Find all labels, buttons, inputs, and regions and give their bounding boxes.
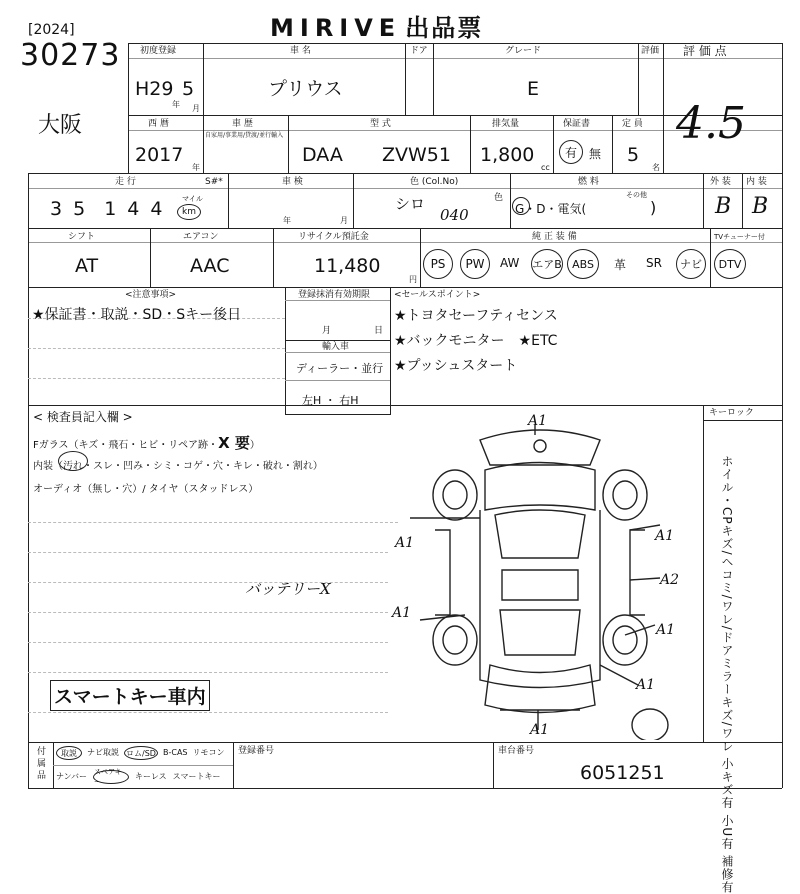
label-fuel-other: その他 [626,191,647,199]
label-car-name: 車 名 [290,46,311,56]
damage-mark: A2 [660,572,680,588]
lot-number: 30273 [20,38,121,73]
fuel-gasoline-mark [512,197,530,215]
mileage-unit-km: km [177,204,201,220]
label-tv-tuner: TVチューナー付 [714,233,765,241]
warranty-yes: 有 [559,140,583,164]
year-tag: [2024] [28,22,75,38]
reg-month-unit: 月 [192,104,200,113]
equip-airbag: エアB [531,249,563,279]
accessories-row-2 [56,770,221,784]
equip-leather: 革 [614,258,627,272]
equip-aw: AW [500,256,520,270]
reg-expiry-month: 月 [322,326,332,336]
label-reg-number: 登録番号 [238,746,275,756]
displacement: 1,800 [480,144,535,166]
inspection-year-unit: 年 [283,216,291,225]
mileage-unit-mile: マイル [182,195,203,203]
acc-number: ナンバー [56,772,88,781]
inspector-audio: オーディオ（無し・穴）/ タイヤ（スタッドレス） [33,484,259,495]
label-equipment: 純 正 装 備 [532,232,577,242]
model-prefix: DAA [302,144,343,166]
label-model-type: 型 式 [370,119,391,129]
label-warranty: 保証書 [563,119,591,129]
shift-value: AT [75,255,99,277]
label-inspection: 車 検 [282,177,303,187]
accessories-row-1 [56,746,225,760]
label-sales-points: <セールスポイント> [394,290,481,300]
inspection-month-unit: 月 [340,216,348,225]
acc-smart-key: スマートキー [172,772,221,781]
label-aircon: エアコン [183,232,219,242]
damage-mark: A1 [636,677,656,693]
label-capacity: 定 員 [622,119,643,129]
label-model-year: 西 暦 [148,119,169,129]
equip-navi: ナビ [676,249,706,279]
inspector-interior: 内装（汚れ・スレ・凹み・シミ・コゲ・穴・キレ・破れ・割れ） [33,461,323,472]
model-year: 2017 [135,144,184,166]
form-brand [270,8,483,43]
acc-spare-key: スペアキー [93,770,129,784]
acc-bcas: B-CAS [163,748,188,757]
acc-rom-sd: ロム/SD [124,746,158,760]
label-vehicle-history: 車 歴 [232,119,253,129]
car-diagram [410,410,670,740]
label-reg-expiry: 登録抹消有効期限 [298,290,371,300]
reg-month: 5 [182,78,195,100]
damage-mark: A1 [656,622,676,638]
mileage-digit: 1 [104,198,128,220]
label-first-registration: 初度登録 [140,46,177,56]
label-inspector-notes: < 検査員記入欄 > [33,410,133,424]
damage-mark: A1 [528,413,548,429]
reg-expiry-day: 日 [374,326,384,336]
label-color-side: 色 [494,193,504,203]
equip-abs: ABS [567,249,599,279]
label-grade: グレード [505,46,542,56]
label-recycle: リサイクル預託金 [298,232,369,242]
smartkey-note: スマートキー車内 [50,680,210,711]
interior-dirt-circle [58,451,88,471]
glass-mark: X 要 [218,434,250,452]
form-title: 出品票 [405,14,484,42]
damage-mark: A1 [530,722,550,738]
recycle-yen-unit: 円 [409,275,417,284]
label-fuel: 燃 料 [578,177,599,187]
damage-mark: A1 [395,535,415,551]
fuel-options: G・D・電気( [515,202,587,216]
label-shift: シフト [68,232,96,242]
label-mileage: 走 行 [115,177,136,187]
cc-unit: cc [541,163,550,172]
warranty-no: 無 [589,147,602,161]
glass-text: Fガラス（キズ・飛石・ヒビ・リペア跡・ [33,440,219,451]
color-name: シロ [395,195,426,213]
capacity: 5 [627,144,640,166]
label-exterior: 外 装 [710,177,731,187]
mileage-digits [50,198,173,220]
acc-navi-manual: ナビ取説 [87,748,119,757]
label-doors: ドア [410,46,428,56]
notes-line: ★保証書・取説・SD・Sキー後日 [32,307,242,323]
label-interior: 内 装 [746,177,767,187]
mileage-digit: 5 [73,198,97,220]
battery-note: バッテリーX [245,580,331,598]
acc-remote: リモコン [192,748,225,757]
equip-sunroof: SR [646,256,662,270]
fuel-close: ) [650,198,657,217]
import-handle: 左H ・ 右H [302,394,359,407]
interior-grade: B [752,194,769,219]
label-score: 評 価 点 [683,44,727,58]
sales-point-1: ★トヨタセーフティセンス [394,308,558,324]
damage-mark: A1 [655,528,675,544]
damage-side-notes: ホイル・CPキズ/ヘコミ/ワレ/ドアミラーキズ/ワレ 小キズ有 小U有 補修有 [720,455,734,894]
aircon-value: AAC [190,255,230,277]
venue: 大阪 [38,113,83,138]
model-year-unit: 年 [192,163,200,172]
label-vehicle-history-sub: 自家用/事業用/貸渡/並行輸入 [205,132,284,139]
capacity-unit: 名 [652,163,660,172]
acc-manual: 取説 [56,746,82,760]
equip-dtv: DTV [714,249,746,279]
reg-era: H29 [135,78,174,100]
mileage-digit: 4 [127,198,151,220]
label-key-lock: キーロック [709,408,754,418]
chassis-number: 6051251 [580,762,665,784]
damage-mark: A1 [392,605,412,621]
exterior-grade: B [715,194,732,219]
label-displacement: 排気量 [492,119,520,129]
equip-ps: PS [423,249,453,279]
acc-keyless: キーレス [135,772,167,781]
import-dealer: ディーラー・並行 [296,362,384,375]
model-code: ZVW51 [382,144,451,166]
color-number: 040 [440,206,469,224]
sales-point-2: ★バックモニター ★ETC [394,333,558,349]
recycle-fee: 11,480 [314,255,381,277]
label-chassis: 車台番号 [498,746,535,756]
label-s-flag: S#* [205,177,223,187]
label-rank-mark: 評価 [641,46,660,56]
mileage-digit: 4 [150,198,174,220]
label-import: 輸入車 [322,342,350,352]
equip-pw: PW [460,249,490,279]
label-notes: <注意事項> [125,290,177,300]
label-color: 色 (Col.No) [410,177,459,187]
mileage-digit: 3 [50,198,74,220]
score-value: 4.5 [676,98,746,149]
inspector-glass [33,432,260,453]
sales-point-3: ★プッシュスタート [394,358,518,374]
reg-year-unit: 年 [172,100,180,109]
car-name: プリウス [268,78,343,100]
grade: E [527,78,540,100]
glass-close: ） [249,440,260,451]
label-accessories: 付属品 [35,746,45,782]
brand: MIRIVE [270,14,402,42]
